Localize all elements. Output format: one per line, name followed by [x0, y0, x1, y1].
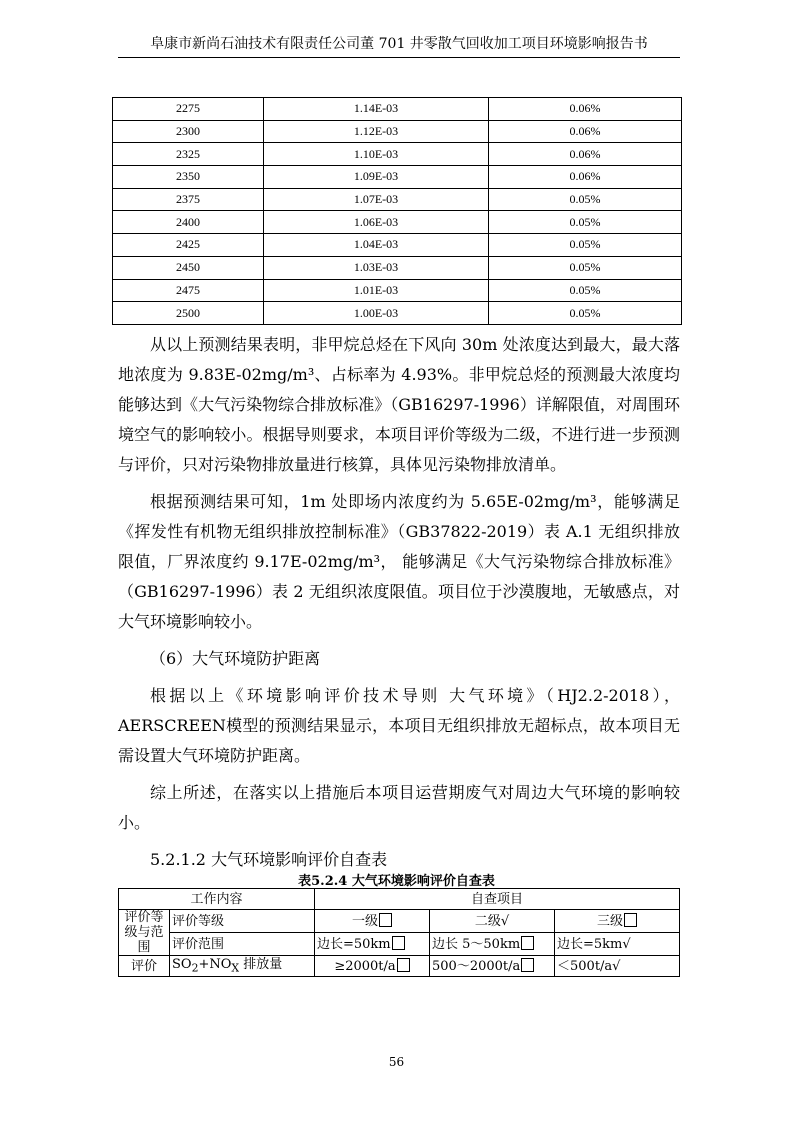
section-heading-self-check: 5.2.1.2 大气环境影响评价自查表: [150, 850, 388, 869]
table-cell: 2425: [113, 234, 264, 257]
table-cell: 2375: [113, 188, 264, 211]
option-cell: [430, 933, 555, 956]
option-text: ≥2000t/a: [334, 959, 396, 974]
table-cell: 1.09E-03: [264, 166, 489, 189]
table-row: [113, 302, 682, 325]
option-cell: 二级√: [430, 910, 555, 933]
table-row: [113, 211, 682, 234]
table-row: [113, 279, 682, 302]
table-cell: 2400: [113, 211, 264, 234]
table-caption: 表5.2.4 大气环境影响评价自查表: [298, 874, 495, 889]
option-text: 边长 5～50km: [432, 937, 521, 952]
option-cell: [555, 910, 680, 933]
checkbox-icon: [521, 958, 534, 972]
table-cell: 1.03E-03: [264, 256, 489, 279]
table-row: [113, 143, 682, 166]
table-cell: 1.07E-03: [264, 188, 489, 211]
table-cell: 1.06E-03: [264, 211, 489, 234]
option-text: 三级: [596, 914, 623, 929]
table-cell: 2475: [113, 279, 264, 302]
table-cell: 0.06%: [489, 166, 682, 189]
option-cell: [315, 933, 430, 956]
header-rule: [118, 57, 680, 58]
option-cell: [430, 956, 555, 977]
paragraph-result: 从以上预测结果表明，非甲烷总烃在下风向 30m 处浓度达到最大，最大落地浓度为 9.83E-02mg/m³、占标率为 4.93%。非甲烷总烃的预测最大浓度均能够达到《大气污染物综合排放标准》（GB16297-1996）详解限值，对周围环境空气的影响较小。根据导则要求，本项目评价等级为二级，不进行进一步预测与评价，只对污染物排放量进行核算，具体见污染物排放清单。: [118, 335, 680, 474]
table-cell: 1.12E-03: [264, 120, 489, 143]
table-cell: 2300: [113, 120, 264, 143]
table-cell: 0.05%: [489, 234, 682, 257]
table-cell: 0.05%: [489, 188, 682, 211]
checkbox-icon: [624, 913, 637, 927]
option-cell: ＜500t/a√: [555, 956, 680, 977]
option-cell: [315, 956, 430, 977]
table-cell: 0.05%: [489, 302, 682, 325]
section-heading-protection-distance: （6）大气环境防护距离: [150, 649, 321, 668]
paragraph-conclusion: 综上所述，在落实以上措施后本项目运营期废气对周边大气环境的影响较小。: [118, 783, 680, 832]
table-row: [119, 956, 680, 977]
table-cell: 1.10E-03: [264, 143, 489, 166]
label-text: 排放量: [243, 956, 283, 972]
concentration-table: [112, 97, 682, 325]
table-cell: 0.05%: [489, 279, 682, 302]
option-text: 边长=50km: [317, 937, 391, 952]
table-row: [113, 188, 682, 211]
table-cell: 0.05%: [489, 256, 682, 279]
table-row: [113, 234, 682, 257]
table-cell: 1.01E-03: [264, 279, 489, 302]
paragraph-protection-distance: 根据以上《环境影响评价技术导则 大气环境》（HJ2.2-2018），AERSCREEN模型的预测结果显示，本项目无组织排放无超标点，故本项目无需设置大气环境防护距离。: [118, 686, 680, 765]
table-cell: 2325: [113, 143, 264, 166]
header-cell: 工作内容: [119, 889, 315, 910]
table-cell: 0.06%: [489, 120, 682, 143]
self-check-table: [118, 888, 680, 977]
table-row: [119, 910, 680, 933]
label-cell: 评价范围: [170, 933, 315, 956]
table-cell: 1.14E-03: [264, 98, 489, 121]
table-row: [119, 933, 680, 956]
label-cell: $SO_2+NO_X$ 排放量: [170, 956, 315, 977]
page-header: 阜康市新尚石油技术有限责任公司董 701 井零散气回收加工项目环境影响报告书: [150, 36, 648, 52]
table-cell: 2450: [113, 256, 264, 279]
table-cell: 2350: [113, 166, 264, 189]
row-group-cell: 评价等级与范围: [119, 910, 170, 956]
table-cell: 0.05%: [489, 211, 682, 234]
table-row: [113, 166, 682, 189]
label-cell: 评价等级: [170, 910, 315, 933]
table-cell: 1.04E-03: [264, 234, 489, 257]
checkbox-icon: [397, 958, 410, 972]
table-cell: 0.06%: [489, 143, 682, 166]
row-group-cell: 评价: [119, 956, 170, 977]
option-cell: [315, 910, 430, 933]
table-row: [119, 889, 680, 910]
checkbox-icon: [379, 913, 392, 927]
option-cell: 边长=5km√: [555, 933, 680, 956]
concentration-table-body: [113, 98, 682, 325]
table-cell: 2500: [113, 302, 264, 325]
table-row: [113, 256, 682, 279]
checkbox-icon: [521, 936, 534, 950]
option-text: 500～2000t/a: [432, 959, 521, 974]
table-row: [113, 120, 682, 143]
body-text: [118, 330, 680, 875]
header-cell: 自查项目: [315, 889, 680, 910]
page-number: 56: [388, 1055, 405, 1069]
table-row: [113, 98, 682, 121]
paragraph-prediction: 根据预测结果可知，1m 处即场内浓度约为 5.65E-02mg/m³，能够满足《挥发性有机物无组织排放控制标准》（GB37822-2019）表 A.1 无组织排放限值，厂界浓度约 9.17E-02mg/m³， 能够满足《大气污染物综合排放标准》（GB16297-1996）表 2 无组织浓度限值。项目位于沙漠腹地，无敏感点，对大气环境影响较小。: [118, 492, 680, 631]
table-cell: 2275: [113, 98, 264, 121]
checkbox-icon: [392, 936, 405, 950]
option-text: 一级: [351, 914, 378, 929]
table-cell: 0.06%: [489, 98, 682, 121]
table-cell: 1.00E-03: [264, 302, 489, 325]
